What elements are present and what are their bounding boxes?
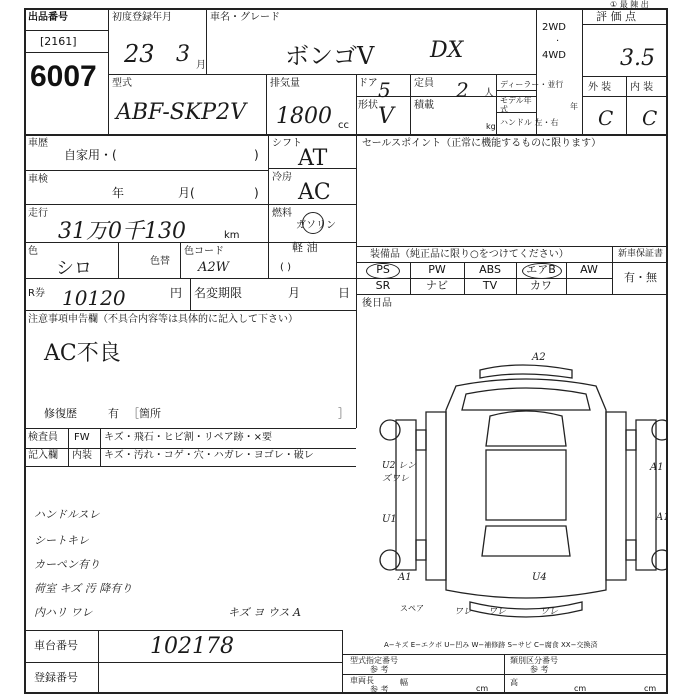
drive-2wd: 2WD	[542, 22, 566, 33]
mileage-label: 走行	[28, 208, 48, 219]
equip-ps-circle	[366, 263, 400, 279]
inspector-fw: FW	[74, 432, 90, 443]
divider	[342, 630, 343, 694]
lot-number: 6007	[30, 60, 97, 93]
divider	[504, 654, 505, 694]
divider	[68, 428, 69, 466]
shape-value: V	[378, 104, 394, 129]
divider	[24, 662, 342, 663]
diagram-mark-a2: A2	[532, 352, 546, 363]
equip-sr: SR	[375, 279, 391, 292]
divider	[24, 134, 668, 136]
divider	[582, 76, 666, 77]
shift-value: AT	[298, 146, 328, 171]
recycle-value: 10120	[62, 286, 126, 310]
divider	[582, 24, 666, 25]
equip-airbag-circle	[522, 263, 562, 279]
divider	[356, 310, 357, 428]
sales-point-label: セールスポイント（正常に機能するものに限ります）	[362, 138, 602, 149]
divider	[24, 448, 356, 449]
inspector-interior: 内装	[72, 450, 92, 461]
frame-left	[24, 8, 26, 694]
divider	[268, 134, 269, 278]
expiry-day: 日	[338, 286, 351, 300]
width-cm: cm	[574, 684, 587, 693]
divider	[24, 466, 356, 467]
divider	[266, 74, 267, 134]
color-value: シロ	[56, 258, 92, 279]
divider	[356, 74, 357, 134]
history-value: 自家用・(	[64, 148, 117, 162]
plate-label: 車台番号	[34, 639, 78, 652]
fuel-label: 燃料	[272, 208, 292, 219]
divider	[108, 74, 536, 75]
shift-label: シフト	[272, 138, 302, 149]
ac-label: 冷房	[272, 172, 292, 183]
remark-6: キズ ヨ ウス A	[228, 606, 301, 619]
divider	[410, 74, 411, 134]
equip-abs: ABS	[479, 263, 501, 276]
inspection-label: 車検	[28, 174, 48, 185]
diagram-mark-u1: U1	[382, 514, 397, 525]
int-label: 内 装	[630, 82, 654, 93]
equip-leather: カワ	[530, 279, 552, 292]
divider	[100, 428, 101, 466]
first-reg-year: 23	[124, 40, 155, 68]
mileage-value: 31万0千130	[58, 219, 186, 244]
divider	[536, 8, 537, 134]
model-value: ABF-SKP2V	[116, 100, 246, 125]
year-unit: 年	[570, 102, 578, 111]
repair-label: 修復歴	[44, 407, 77, 420]
load-label: 積載	[414, 100, 434, 111]
drive-dot: ·	[556, 36, 560, 47]
drive-4wd: 4WD	[542, 50, 566, 61]
repair-area: ［箇所	[128, 407, 161, 420]
length-ref: 参 考	[370, 685, 389, 694]
disp-unit: cc	[338, 120, 349, 131]
inspector-fw-text: キズ・飛石・ヒビ割・リペア跡・×要	[104, 432, 272, 443]
inspector-label-2: 記入欄	[28, 450, 58, 461]
frame-right	[666, 8, 668, 694]
remark-4: 荷室 キズ 汚 降有り	[34, 582, 133, 595]
type-label: 型式指定番号	[350, 656, 398, 665]
divider	[356, 294, 666, 295]
fuel-light-oil: 軽 油	[292, 241, 318, 254]
type-ref: 参 考	[370, 665, 389, 674]
divider	[24, 30, 108, 31]
eval-score: 3.5	[620, 46, 655, 71]
fuel-gasoline: ガソリン	[296, 220, 336, 231]
diagram-mark-crack-3: ワレ	[540, 607, 559, 617]
divider	[626, 76, 627, 134]
remark-2: シートキレ	[34, 534, 89, 547]
cap-unit: 人	[484, 88, 494, 99]
frame-top	[24, 8, 668, 10]
divider	[24, 204, 268, 205]
load-unit: kg	[486, 122, 496, 131]
repair-close: ］	[338, 407, 349, 420]
shape-label: 形状	[358, 100, 378, 111]
name-label: 車名・グレード	[210, 12, 280, 23]
disp-value: 1800	[276, 104, 332, 129]
expiry-label: 名変期限	[194, 286, 243, 300]
diagram-mark-a1-right: A1	[650, 462, 664, 473]
car-name: ボンゴV	[285, 42, 375, 70]
divider	[190, 278, 191, 310]
plate-value: 102178	[150, 634, 234, 659]
door-label: ドア	[358, 78, 378, 89]
ext-value: C	[598, 106, 614, 130]
notes-label: 注意事項申告欄（不具合内容等は具体的に記入して下さい）	[28, 314, 298, 325]
width-label: 幅	[400, 678, 408, 687]
expiry-month: 月	[288, 286, 301, 300]
equip-pw: PW	[428, 263, 446, 276]
eval-label: 評 価 点	[596, 10, 636, 23]
equip-aw: AW	[580, 263, 598, 276]
divider	[98, 630, 99, 694]
divider	[24, 428, 356, 429]
height-cm: cm	[644, 684, 657, 693]
diagram-legend: A−キズ E−エクボ U−凹み W−補修跡 S−サビ C−腐食 XX−交換済	[384, 641, 598, 649]
first-reg-month-unit: 月	[196, 60, 206, 71]
divider	[496, 74, 497, 134]
lot-sub: [2161]	[40, 35, 77, 48]
reg-label: 登録番号	[34, 671, 78, 684]
disp-label: 排気量	[270, 78, 300, 89]
equip-airbag: エアB	[526, 263, 556, 276]
equip-ps: PS	[376, 263, 390, 276]
mileage-unit: km	[224, 230, 240, 241]
warranty-value: 有・無	[624, 271, 657, 284]
handle-label: ハンドル 左・右	[500, 118, 559, 127]
after-day-label: 後日品	[362, 298, 392, 309]
divider	[206, 8, 207, 74]
divider	[24, 170, 268, 171]
color-code-value: A2W	[198, 260, 230, 275]
equip-tv: TV	[482, 279, 498, 292]
diagram-mark-a1-right-2: A1	[656, 512, 670, 523]
divider	[582, 96, 666, 97]
diagram-mark-crack-2: ワレ	[488, 607, 507, 617]
lot-label: 出品番号	[28, 12, 68, 23]
model-year-label: モデル年式	[500, 96, 532, 114]
cap-value: 2	[456, 78, 469, 102]
dealer-label: ディーラー・並行	[500, 80, 564, 89]
remark-1: ハンドルスレ	[34, 508, 100, 521]
repair-has: 有	[108, 407, 119, 420]
equip-navi: ナビ	[426, 279, 448, 292]
diagram-mark-u4: U4	[532, 572, 547, 583]
notes-value: AC不良	[44, 341, 121, 366]
ac-value: AC	[298, 180, 331, 205]
class-label: 類別区分番号	[510, 656, 558, 665]
corner-mark: ① 最 陳 出	[610, 0, 649, 9]
length-cm: cm	[476, 684, 489, 693]
ext-label: 外 装	[588, 82, 612, 93]
divider	[108, 8, 109, 134]
int-value: C	[642, 106, 658, 130]
door-value: 5	[378, 78, 391, 102]
divider	[24, 630, 342, 631]
diagram-mark-spare: スペア	[400, 604, 424, 613]
inspection-close: )	[254, 186, 259, 200]
recycle-unit: 円	[170, 286, 183, 300]
inspector-label-1: 検査員	[28, 432, 58, 443]
height-label: 高	[510, 678, 518, 687]
divider	[180, 242, 181, 278]
diagram-mark-u2: U2 レンズワレ	[382, 461, 416, 484]
fuel-circle	[302, 212, 324, 234]
recycle-label: R券	[28, 288, 45, 299]
diagram-mark-crack-1: ワレ	[454, 607, 473, 617]
warranty-label: 新車保証書	[618, 249, 664, 259]
car-diagram	[360, 350, 666, 640]
remark-5: 内ハリ ワレ	[34, 606, 93, 619]
first-reg-label: 初度登録年月	[112, 12, 172, 23]
divider	[118, 242, 119, 278]
color-code-label: 色コード	[184, 246, 224, 257]
class-ref: 参 考	[530, 665, 549, 674]
cap-label: 定員	[414, 78, 434, 89]
divider	[24, 310, 356, 311]
equipment-label: 装備品（純正品に限り○をつけてください）	[370, 249, 569, 260]
divider	[356, 246, 666, 247]
model-label: 型式	[112, 78, 132, 89]
inspection-year: 年	[112, 186, 125, 200]
divider	[496, 90, 536, 91]
divider	[612, 246, 613, 294]
inspector-interior-text: キズ・汚れ・コゲ・穴・ハガレ・ヨゴレ・破レ	[104, 450, 314, 461]
divider	[24, 52, 108, 53]
remark-3: カーペン有り	[34, 558, 100, 571]
fuel-paren: ( )	[280, 262, 291, 273]
divider	[582, 8, 583, 134]
diagram-mark-a1-left: A1	[398, 572, 412, 583]
color-label: 色	[28, 246, 38, 257]
history-label: 車歴	[28, 138, 48, 149]
grade: DX	[430, 38, 464, 63]
history-close: )	[254, 148, 259, 162]
frame-bottom	[24, 692, 668, 694]
first-reg-month: 3	[176, 42, 190, 67]
color-shade-label: 色替	[150, 256, 170, 267]
length-label: 車両長	[350, 676, 374, 685]
inspection-month: 月(	[178, 186, 195, 200]
